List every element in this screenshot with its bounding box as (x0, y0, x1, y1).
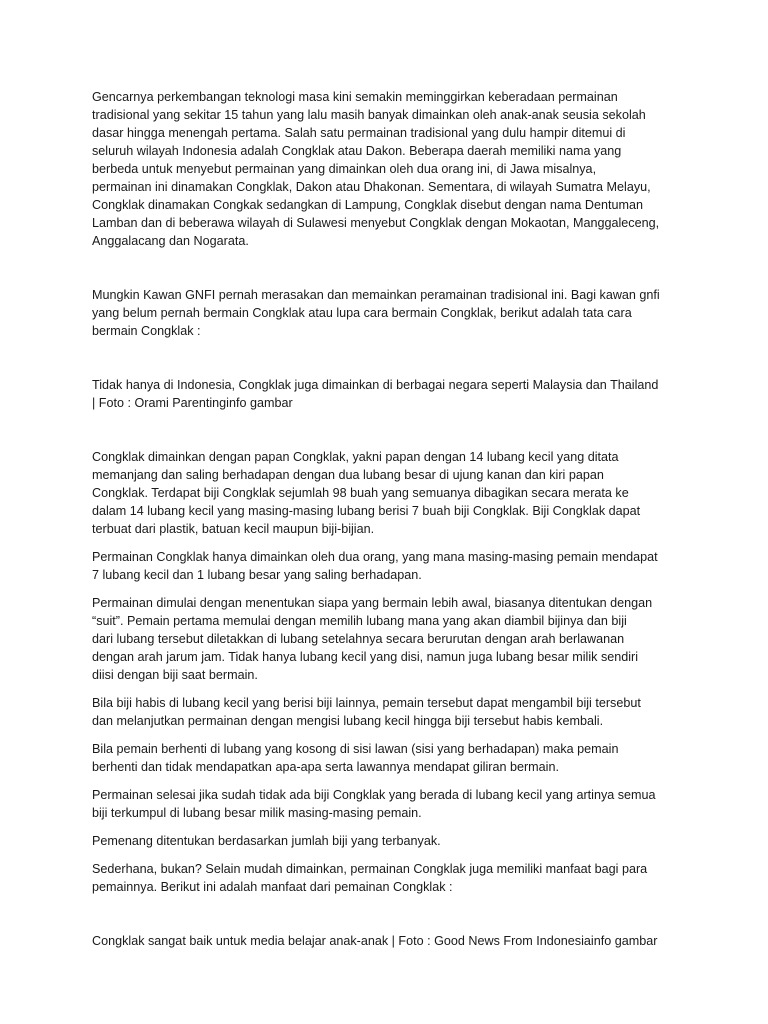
text-line: permainan ini dinamakan Congklak, Dakon atau Dhakonan. Sementara, di wilayah Sumatra Melayu, (92, 180, 651, 194)
text-line: diisi dengan biji saat bermain. (92, 668, 258, 682)
text-line: memanjang dan saling berhadapan dengan dua lubang besar di ujung kanan dan kiri papan (92, 468, 604, 482)
text-line: yang belum pernah bermain Congklak atau lupa cara bermain Congklak, berikut adalah tata cara (92, 306, 632, 320)
text-line: Permainan selesai jika sudah tidak ada biji Congklak yang berada di lubang kecil yang artinya semua (92, 788, 656, 802)
text-line: | Foto : Orami Parentinginfo gambar (92, 396, 293, 410)
text-line: tradisional yang sekitar 15 tahun yang lalu masih banyak dimainkan oleh anak-anak seusia sekolah (92, 108, 646, 122)
text-line: 7 lubang kecil dan 1 lubang besar yang saling berhadapan. (92, 568, 422, 582)
stop-rules-paragraph (92, 740, 684, 776)
text-line: Sederhana, bukan? Selain mudah dimainkan, permainan Congklak juga memiliki manfaat bagi para (92, 862, 648, 876)
text-line: Permainan dimulai dengan menentukan siapa yang bermain lebih awal, biasanya ditentukan dengan (92, 596, 653, 610)
document-page (92, 88, 684, 960)
text-line: Congklak dimainkan dengan papan Congklak, yakni papan dengan 14 lubang kecil yang ditata (92, 450, 619, 464)
text-line: Bila biji habis di lubang kecil yang berisi biji lainnya, pemain tersebut dapat mengambil biji tersebut (92, 696, 641, 710)
text-line: biji terkumpul di lubang besar milik masing-masing pemain. (92, 806, 422, 820)
end-rules-paragraph (92, 786, 684, 822)
text-line: Congklak dinamakan Congkak sedangkan di Lampung, Congklak disebut dengan nama Dentuman (92, 198, 643, 212)
continue-rules-paragraph (92, 694, 684, 730)
text-line: dengan arah jarum jam. Tidak hanya lubang kecil yang disi, namun juga lubang besar milik sendiri (92, 650, 639, 664)
text-line: Bila pemain berhenti di lubang yang kosong di sisi lawan (sisi yang berhadapan) maka pemain (92, 742, 619, 756)
text-line: Tidak hanya di Indonesia, Congklak juga dimainkan di berbagai negara seperti Malaysia dan Thailand (92, 378, 659, 392)
benefits-intro-paragraph (92, 860, 684, 896)
intro-paragraph (92, 88, 684, 250)
text-line: seluruh wilayah Indonesia adalah Congklak atau Dakon. Beberapa daerah memiliki nama yang (92, 144, 622, 158)
gnfi-intro-paragraph (92, 286, 684, 340)
image-caption (92, 932, 684, 950)
text-line: Gencarnya perkembangan teknologi masa kini semakin meminggirkan keberadaan permainan (92, 90, 618, 104)
text-line: berbeda untuk menyebut permainan yang dimainkan oleh dua orang ini, di Jawa misalnya, (92, 162, 597, 176)
text-line: “suit”. Pemain pertama memulai dengan memilih lubang mana yang akan diambil bijinya dan biji (92, 614, 627, 628)
text-line: Congklak sangat baik untuk media belajar anak-anak | Foto : Good News From Indonesiainfo gambar (92, 934, 658, 948)
text-line: Congklak. Terdapat biji Congklak sejumlah 98 buah yang semuanya dibagikan secara merata ke (92, 486, 629, 500)
text-line: berhenti dan tidak mendapatkan apa-apa serta lawannya mendapat giliran bermain. (92, 760, 559, 774)
text-line: Mungkin Kawan GNFI pernah merasakan dan memainkan peramainan tradisional ini. Bagi kawan gnfi (92, 288, 660, 302)
text-line: Anggalacang dan Nogarata. (92, 234, 249, 248)
winner-paragraph (92, 832, 684, 850)
board-description-paragraph (92, 448, 684, 538)
players-paragraph (92, 548, 684, 584)
text-line: dalam 14 lubang kecil yang masing-masing lubang berisi 7 buah biji Congklak. Biji Congklak dapat (92, 504, 641, 518)
text-line: pemainnya. Berikut ini adalah manfaat dari pemainan Congklak : (92, 880, 453, 894)
text-line: Permainan Congklak hanya dimainkan oleh dua orang, yang mana masing-masing pemain mendapat (92, 550, 658, 564)
text-line: dari lubang tersebut diletakkan di lubang setelahnya secara berurutan dengan arah berlawanan (92, 632, 625, 646)
text-line: Pemenang ditentukan berdasarkan jumlah biji yang terbanyak. (92, 834, 441, 848)
start-rules-paragraph (92, 594, 684, 684)
text-line: dan melanjutkan permainan dengan mengisi lubang kecil hingga biji tersebut habis kembali. (92, 714, 604, 728)
text-line: bermain Congklak : (92, 324, 201, 338)
text-line: Lamban dan di beberawa wilayah di Sulawesi menyebut Congklak dengan Mokaotan, Manggaleceng, (92, 216, 660, 230)
image-caption (92, 376, 684, 412)
text-line: dasar hingga menengah pertama. Salah satu permainan tradisional yang dulu hampir ditemui di (92, 126, 626, 140)
text-line: terbuat dari plastik, batuan kecil maupun biji-bijian. (92, 522, 375, 536)
